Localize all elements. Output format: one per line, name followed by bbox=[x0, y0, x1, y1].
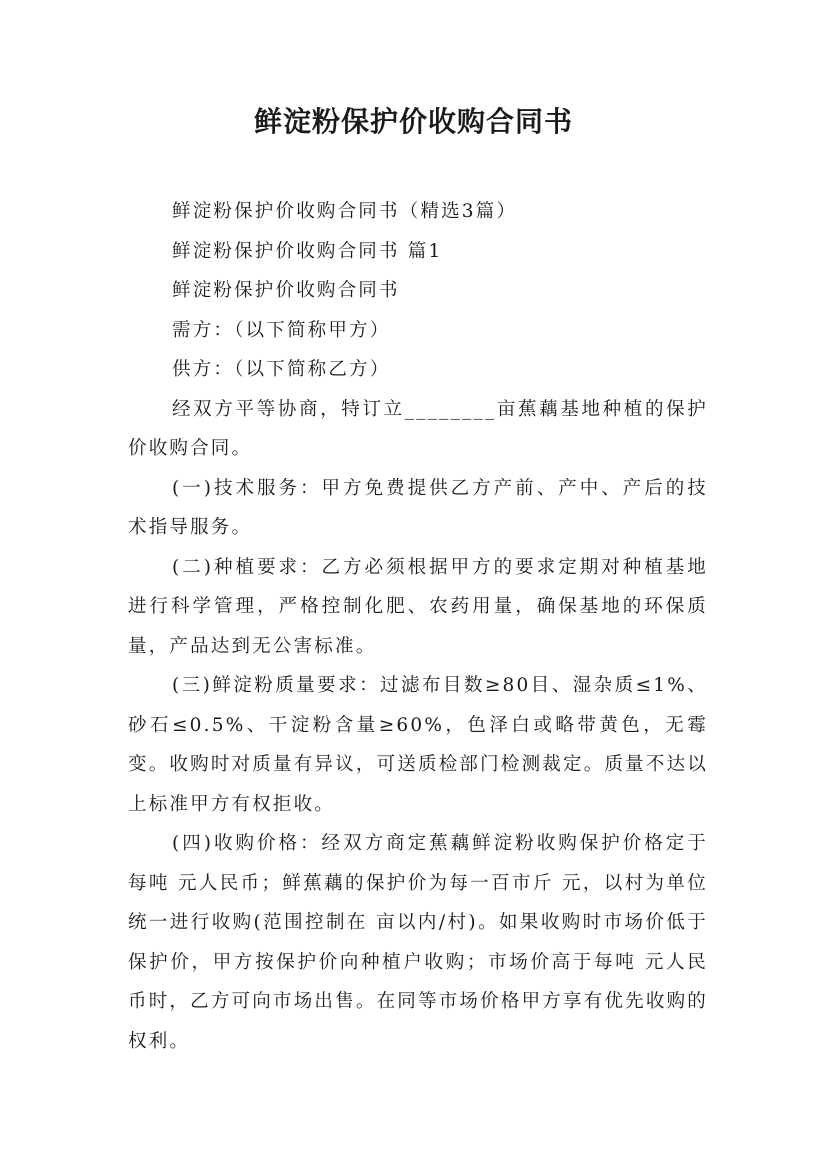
paragraph-clause-1: (一)技术服务：甲方免费提供乙方产前、产中、产后的技术指导服务。 bbox=[128, 477, 708, 538]
document-title: 鲜淀粉保护价收购合同书 bbox=[253, 105, 573, 138]
paragraph-clause-4: (四)收购价格：经双方商定蕉藕鲜淀粉收购保护价格定于每吨 元人民币；鲜蕉藕的保护价为每一百市斤 元，以村为单位统一进行收购(范围控制在 亩以内/村)。如果收购时市场价低于保护价，甲方按保护价向种植户收购；市场价高于每吨 元人民币时，乙方可向市场出售。在同等市场价格甲方享有优先收购的权利。 bbox=[128, 833, 708, 1052]
paragraph-clause-3: (三)鲜淀粉质量要求：过滤布目数≥80目、湿杂质≤1%、砂石≤0.5%、干淀粉含量≥60%，色泽白或略带黄色，无霉变。收购时对质量有异议，可送质检部门检测裁定。质量不达以上标准甲方有权拒收。 bbox=[128, 675, 708, 815]
paragraph-contract-name: 鲜淀粉保护价收购合同书 bbox=[172, 280, 400, 301]
paragraph-supplier: 供方：（以下简称乙方） bbox=[172, 359, 391, 380]
paragraph-clause-2: (二)种植要求：乙方必须根据甲方的要求定期对种植基地进行科学管理，严格控制化肥、农药用量，确保基地的环保质量，产品达到无公害标准。 bbox=[128, 556, 708, 657]
paragraph-preamble: 经双方平等协商，特订立________亩蕉藕基地种植的保护价收购合同。 bbox=[128, 398, 708, 459]
paragraph-buyer: 需方：（以下简称甲方） bbox=[172, 319, 391, 341]
paragraph-article-heading: 鲜淀粉保护价收购合同书 篇1 bbox=[172, 240, 443, 262]
document-body bbox=[128, 192, 708, 1061]
paragraph-collection-title: 鲜淀粉保护价收购合同书（精选3篇） bbox=[172, 201, 518, 222]
